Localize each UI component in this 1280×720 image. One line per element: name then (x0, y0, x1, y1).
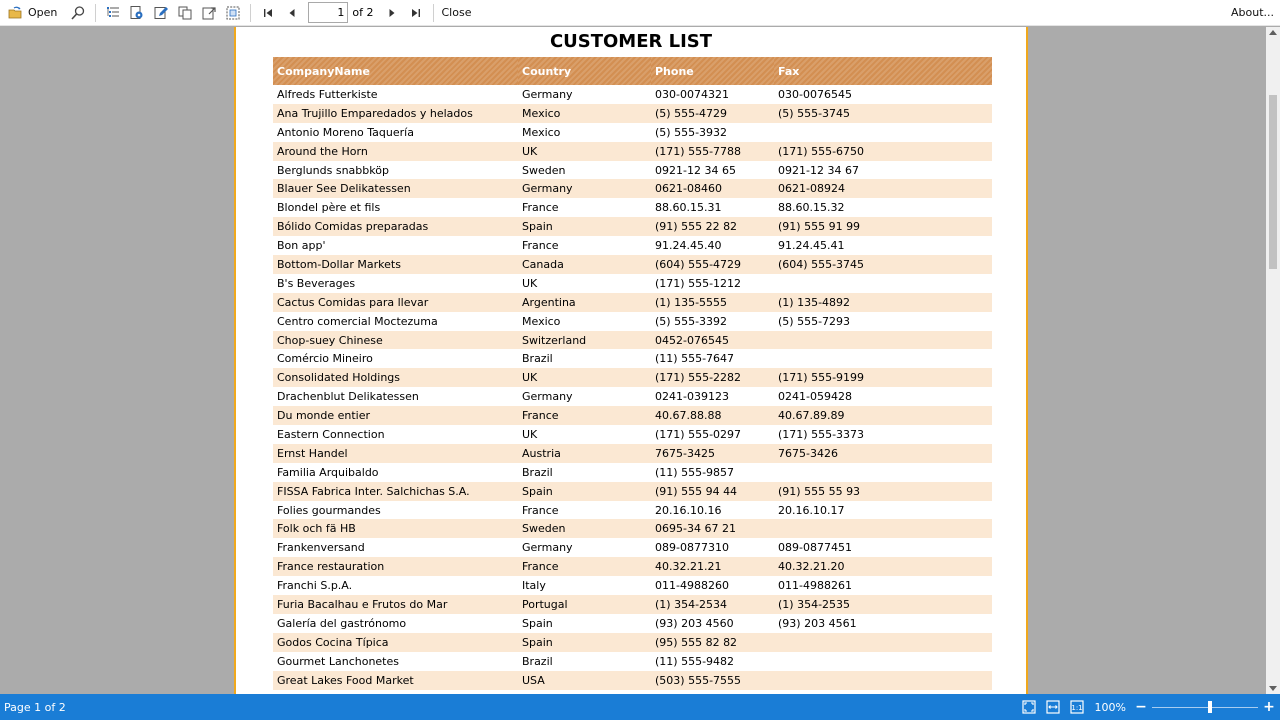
phone-cell: 0452-076545 (651, 331, 774, 350)
company-name-cell: Ernst Handel (273, 444, 518, 463)
fax-cell: 20.16.10.17 (778, 503, 845, 517)
phone-cell: 91.24.45.40 (655, 239, 722, 253)
country-cell: Germany (522, 541, 573, 555)
page-setup-button[interactable] (125, 2, 149, 24)
copy-icon (176, 4, 194, 22)
previous-page-icon (283, 4, 301, 22)
company-name-cell: Bottom-Dollar Markets (273, 255, 518, 274)
document-map-button[interactable] (101, 2, 125, 24)
fax-cell: 88.60.15.32 (778, 201, 845, 215)
scroll-down-arrow-icon[interactable] (1269, 686, 1277, 691)
country-cell: UK (518, 368, 651, 387)
phone-cell: 0921-12 34 65 (655, 163, 736, 177)
company-name-cell: Ana Trujillo Emparedados y helados (273, 104, 518, 123)
table-row (273, 444, 992, 463)
toolbar (0, 0, 1280, 26)
country-cell: Canada (518, 255, 651, 274)
phone-cell: 011-4988260 (655, 579, 729, 593)
company-name-cell: Antonio Moreno Taquería (277, 125, 414, 139)
phone-cell: (91) 555 94 44 (651, 482, 774, 501)
phone-cell: 0241-039123 (655, 390, 729, 404)
phone-cell: (604) 555-4729 (651, 255, 774, 274)
open-label: Open (28, 6, 58, 19)
about-link[interactable]: About... (1230, 6, 1274, 19)
company-name-cell: Centro comercial Moctezuma (277, 314, 438, 328)
fax-cell: 0921-12 34 67 (778, 163, 859, 177)
svg-text:1:1: 1:1 (1070, 704, 1083, 712)
table-row (273, 142, 992, 161)
country-cell: France (522, 503, 559, 517)
phone-cell: (171) 555-1212 (655, 276, 742, 290)
phone-cell: (1) 135-5555 (651, 293, 774, 312)
fax-cell: (1) 135-4892 (774, 293, 992, 312)
zoom-slider[interactable] (1152, 699, 1258, 715)
phone-cell: (1) 354-2534 (651, 595, 774, 614)
page-number-input[interactable] (308, 2, 348, 23)
company-name-cell: Eastern Connection (277, 427, 385, 441)
country-cell: Austria (518, 444, 651, 463)
phone-cell: (5) 555-4729 (651, 104, 774, 123)
fax-cell (774, 274, 992, 293)
phone-cell: 0621-08460 (651, 179, 774, 198)
table-row (273, 179, 992, 198)
country-cell: Sweden (522, 163, 566, 177)
next-page-icon (383, 4, 401, 22)
table-row (273, 236, 992, 255)
customer-table (273, 57, 992, 690)
table-row (273, 331, 992, 350)
export-button[interactable] (197, 2, 221, 24)
phone-cell: (171) 555-2282 (651, 368, 774, 387)
toolbar-divider (250, 4, 251, 22)
company-name-cell: Bon app' (277, 239, 326, 253)
table-row (273, 349, 992, 368)
table-row (273, 104, 992, 123)
table-row (273, 463, 992, 482)
edit-button[interactable] (149, 2, 173, 24)
company-name-cell: Galería del gastrónomo (277, 616, 407, 630)
company-name-cell: Folk och fä HB (273, 519, 518, 538)
column-header-company-name: CompanyName (273, 57, 518, 85)
fax-cell: 7675-3426 (774, 444, 992, 463)
fax-cell: (91) 555 55 93 (774, 482, 992, 501)
document-map-icon (104, 4, 122, 22)
report-title: CUSTOMER LIST (549, 31, 713, 52)
table-row (273, 614, 992, 633)
zoom-slider-thumb[interactable] (1208, 701, 1212, 713)
phone-cell: 88.60.15.31 (655, 201, 722, 215)
next-page-button[interactable] (380, 2, 404, 24)
company-name-cell: Berglunds snabbköp (277, 163, 389, 177)
fax-cell: 0621-08924 (774, 179, 992, 198)
table-row (273, 501, 992, 520)
country-cell: Brazil (522, 352, 553, 366)
company-name-cell: Du monde entier (273, 406, 518, 425)
company-name-cell: Cactus Comidas para llevar (273, 293, 518, 312)
country-cell: Switzerland (518, 331, 651, 350)
table-header-row (273, 57, 992, 85)
settings-icon (128, 4, 146, 22)
toolbar-divider (95, 4, 96, 22)
fax-cell: 40.32.21.20 (774, 557, 992, 576)
country-cell: France (518, 557, 651, 576)
fax-cell: 91.24.45.41 (778, 239, 845, 253)
country-cell: France (518, 406, 651, 425)
open-folder-icon (7, 4, 25, 22)
fax-cell (774, 349, 992, 368)
fax-cell: 40.67.89.89 (774, 406, 992, 425)
table-row (273, 652, 992, 671)
fax-cell (774, 633, 992, 652)
country-cell: Spain (522, 616, 553, 630)
country-cell: UK (522, 427, 538, 441)
company-name-cell: B's Beverages (277, 276, 356, 290)
country-cell: Spain (518, 482, 651, 501)
country-cell: Mexico (522, 314, 561, 328)
table-row (273, 274, 992, 293)
vertical-scrollbar[interactable] (1266, 27, 1280, 694)
report-viewport (0, 27, 1266, 694)
company-name-cell: Franchi S.p.A. (277, 579, 353, 593)
fax-cell (774, 671, 992, 690)
country-cell: Spain (518, 217, 651, 236)
country-cell: UK (518, 142, 651, 161)
phone-cell: 030-0074321 (655, 87, 729, 101)
toolbar-divider (433, 4, 434, 22)
country-cell: Sweden (518, 519, 651, 538)
export-icon (200, 4, 218, 22)
phone-cell: 0695-34 67 21 (651, 519, 774, 538)
open-button[interactable] (4, 2, 60, 24)
first-page-icon (259, 4, 277, 22)
zoom-controls (1017, 694, 1276, 720)
page-count-label: of 2 (352, 6, 374, 19)
phone-cell: 7675-3425 (651, 444, 774, 463)
close-label: Close (441, 6, 472, 19)
phone-cell: (95) 555 82 82 (651, 633, 774, 652)
phone-cell: 089-0877310 (655, 541, 729, 555)
country-cell: Mexico (522, 125, 561, 139)
phone-cell: (171) 555-7788 (651, 142, 774, 161)
column-header-country: Country (518, 57, 651, 85)
company-name-cell: Godos Cocina Típica (273, 633, 518, 652)
previous-page-button[interactable] (280, 2, 304, 24)
country-cell: France (522, 201, 559, 215)
company-name-cell: Consolidated Holdings (273, 368, 518, 387)
country-cell: Brazil (522, 654, 553, 668)
phone-cell: 40.32.21.21 (651, 557, 774, 576)
status-bar (0, 694, 1280, 720)
first-page-button[interactable] (256, 2, 280, 24)
fax-cell: (93) 203 4561 (778, 616, 857, 630)
company-name-cell: Chop-suey Chinese (273, 331, 518, 350)
phone-cell: (11) 555-9482 (655, 654, 735, 668)
table-row (273, 538, 992, 557)
zoom-level-label: 100% (1094, 700, 1126, 714)
table-row (273, 161, 992, 180)
zoom-out-icon[interactable]: − (1135, 699, 1147, 715)
select-button[interactable] (221, 2, 245, 24)
country-cell: Spain (518, 633, 651, 652)
column-header-phone: Phone (651, 57, 774, 85)
table-row (273, 595, 992, 614)
fax-cell: (91) 555 91 99 (774, 217, 992, 236)
company-name-cell: Familia Arquibaldo (277, 465, 379, 479)
country-cell: Germany (522, 87, 573, 101)
phone-cell: 40.67.88.88 (651, 406, 774, 425)
table-row (273, 255, 992, 274)
fax-cell (774, 123, 992, 142)
fax-cell: (604) 555-3745 (774, 255, 992, 274)
scrollbar-thumb[interactable] (1269, 95, 1277, 269)
phone-cell: (171) 555-0297 (655, 427, 742, 441)
company-name-cell: Great Lakes Food Market (273, 671, 518, 690)
table-row (273, 519, 992, 538)
country-cell: Brazil (522, 465, 553, 479)
fax-cell: (5) 555-7293 (778, 314, 851, 328)
phone-cell: (11) 555-9857 (655, 465, 735, 479)
company-name-cell: FISSA Fabrica Inter. Salchichas S.A. (273, 482, 518, 501)
table-row (273, 557, 992, 576)
edit-icon (152, 4, 170, 22)
actual-size-icon[interactable] (1069, 699, 1085, 715)
zoom-slider-track (1152, 707, 1258, 708)
last-page-icon (407, 4, 425, 22)
zoom-in-icon[interactable]: + (1263, 699, 1275, 715)
table-row (273, 293, 992, 312)
company-name-cell: France restauration (273, 557, 518, 576)
table-row (273, 368, 992, 387)
search-icon (69, 4, 87, 22)
fax-cell (774, 463, 992, 482)
company-name-cell: Folies gourmandes (277, 503, 381, 517)
phone-cell: (11) 555-7647 (655, 352, 735, 366)
table-row (273, 198, 992, 217)
company-name-cell: Comércio Mineiro (277, 352, 373, 366)
table-row (273, 482, 992, 501)
fax-cell: (5) 555-3745 (774, 104, 992, 123)
fit-width-icon[interactable] (1045, 699, 1061, 715)
country-cell: UK (522, 276, 538, 290)
company-name-cell: Gourmet Lanchonetes (277, 654, 399, 668)
country-cell: USA (518, 671, 651, 690)
table-row (273, 217, 992, 236)
company-name-cell: Alfreds Futterkiste (277, 87, 378, 101)
select-area-icon (224, 4, 242, 22)
page-status: Page 1 of 2 (4, 700, 66, 714)
fax-cell: 089-0877451 (778, 541, 852, 555)
table-body (273, 85, 992, 690)
table-row (273, 312, 992, 331)
copy-button[interactable] (173, 2, 197, 24)
table-row (273, 425, 992, 444)
table-row (273, 85, 992, 104)
table-row (273, 576, 992, 595)
phone-cell: (5) 555-3932 (655, 125, 728, 139)
phone-cell: 20.16.10.16 (655, 503, 722, 517)
find-button[interactable] (66, 2, 90, 24)
report-page (234, 27, 1028, 694)
country-cell: Germany (518, 179, 651, 198)
country-cell: Mexico (518, 104, 651, 123)
company-name-cell: Blauer See Delikatessen (273, 179, 518, 198)
scroll-up-arrow-icon[interactable] (1269, 30, 1277, 35)
fax-cell: (171) 555-3373 (778, 427, 865, 441)
company-name-cell: Drachenblut Delikatessen (277, 390, 419, 404)
phone-cell: (91) 555 22 82 (651, 217, 774, 236)
column-header-fax: Fax (774, 57, 992, 85)
fax-cell: (171) 555-6750 (774, 142, 992, 161)
company-name-cell: Around the Horn (273, 142, 518, 161)
fax-cell: (171) 555-9199 (774, 368, 992, 387)
fax-cell: (1) 354-2535 (774, 595, 992, 614)
last-page-button[interactable] (404, 2, 428, 24)
phone-cell: (503) 555-7555 (651, 671, 774, 690)
close-button[interactable] (439, 2, 475, 24)
country-cell: Germany (522, 390, 573, 404)
table-row (273, 671, 992, 690)
fit-page-icon[interactable] (1021, 699, 1037, 715)
table-row (273, 387, 992, 406)
fax-cell: 030-0076545 (778, 87, 852, 101)
country-cell: France (522, 239, 559, 253)
table-row (273, 123, 992, 142)
company-name-cell: Bólido Comidas preparadas (273, 217, 518, 236)
company-name-cell: Furia Bacalhau e Frutos do Mar (273, 595, 518, 614)
country-cell: Italy (522, 579, 546, 593)
fax-cell: 011-4988261 (778, 579, 852, 593)
country-cell: Argentina (518, 293, 651, 312)
table-row (273, 406, 992, 425)
fax-cell: 0241-059428 (778, 390, 852, 404)
phone-cell: (5) 555-3392 (655, 314, 728, 328)
company-name-cell: Blondel père et fils (277, 201, 381, 215)
table-row (273, 633, 992, 652)
phone-cell: (93) 203 4560 (655, 616, 734, 630)
country-cell: Portugal (518, 595, 651, 614)
fax-cell (774, 519, 992, 538)
fax-cell (774, 652, 992, 671)
fax-cell (774, 331, 992, 350)
company-name-cell: Frankenversand (277, 541, 365, 555)
